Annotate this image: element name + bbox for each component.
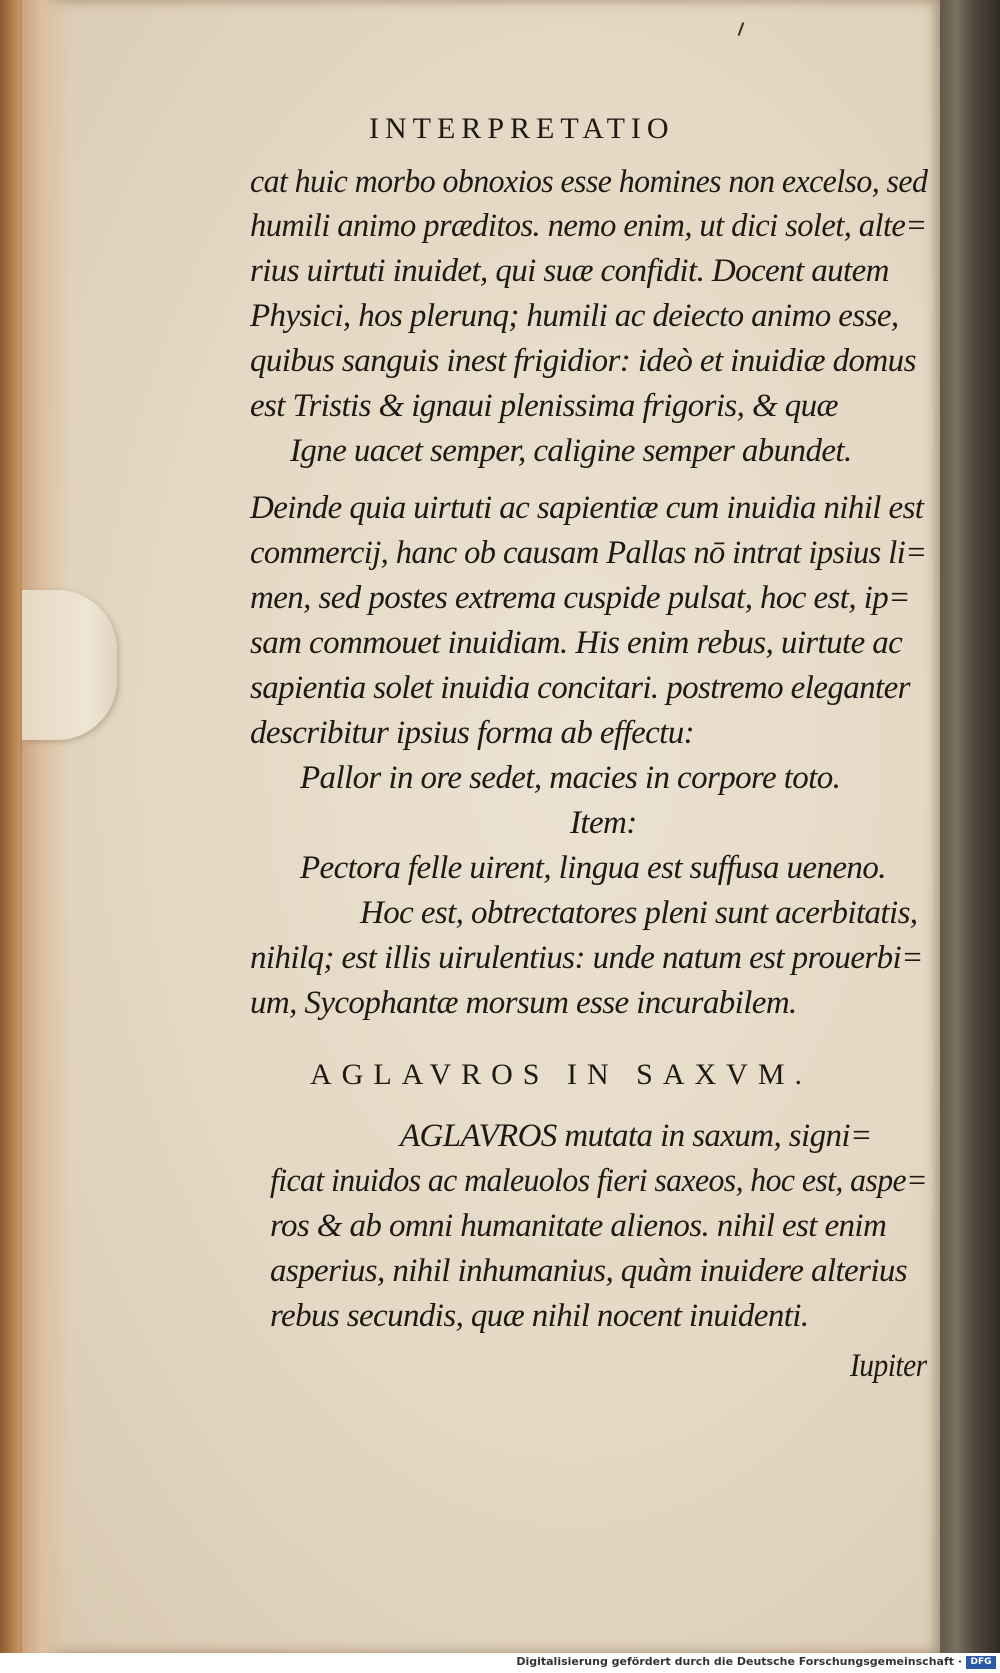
verse-line: Pectora felle uirent, lingua est suffusa ueneno. — [300, 850, 886, 886]
catchword: Iupiter — [850, 1348, 927, 1384]
item-label: Item: — [570, 805, 637, 841]
section-heading: AGLAVROS IN SAXVM. — [310, 1058, 812, 1091]
text-line: humili animo præditos. nemo enim, ut dici solet, alte= — [250, 208, 927, 244]
text-line: est Tristis & ignaui plenissima frigoris, & quæ — [250, 388, 838, 424]
text-line: Physici, hos plerunq; humili ac deiecto animo esse, — [250, 298, 899, 334]
digitization-footer — [0, 1653, 1000, 1673]
page-edge-stain — [22, 0, 70, 1653]
text-line: ficat inuidos ac maleuolos fieri saxeos, hoc est, aspe= — [270, 1163, 927, 1199]
text-line: commercij, hanc ob causam Pallas nō intrat ipsius li= — [250, 535, 927, 571]
book-spine-shadow — [938, 0, 1000, 1653]
verse-line: Pallor in ore sedet, macies in corpore toto. — [300, 760, 841, 796]
verse-line: Igne uacet semper, caligine semper abundet. — [290, 433, 852, 469]
text-line: nihilq; est illis uirulentius: unde natum est prouerbi= — [250, 940, 923, 976]
ink-mark — [738, 22, 745, 36]
funding-credit: Digitalisierung gefördert durch die Deutsche Forschungsgemeinschaft · — [516, 1655, 962, 1668]
text-line: rebus secundis, quæ nihil nocent inuidenti. — [270, 1298, 809, 1334]
dfg-logo: DFG — [966, 1656, 996, 1669]
text-line: ros & ab omni humanitate alienos. nihil est enim — [270, 1208, 887, 1244]
page-tab — [22, 590, 117, 740]
text-line: sam commouet inuidiam. His enim rebus, uirtute ac — [250, 625, 903, 661]
text-line: asperius, nihil inhumanius, quàm inuidere alterius — [270, 1253, 908, 1289]
text-line: um, Sycophantæ morsum esse incurabilem. — [250, 985, 797, 1021]
text-line: Deinde quia uirtuti ac sapientiæ cum inuidia nihil est — [250, 490, 924, 526]
text-line: describitur ipsius forma ab effectu: — [250, 715, 695, 751]
text-line: Hoc est, obtrectatores pleni sunt acerbitatis, — [360, 895, 918, 931]
text-line: quibus sanguis inest frigidior: ideò et inuidiæ domus — [250, 343, 916, 379]
running-head: INTERPRETATIO — [369, 112, 675, 145]
text-line: rius uirtuti inuidet, qui suæ confidit. Docent autem — [250, 253, 889, 289]
text-line: cat huic morbo obnoxios esse homines non excelso, sed — [250, 164, 928, 200]
text-line: AGLAVROS mutata in saxum, signi= — [400, 1118, 872, 1154]
book-page — [22, 0, 940, 1653]
text-line: men, sed postes extrema cuspide pulsat, hoc est, ip= — [250, 580, 910, 616]
text-line: sapientia solet inuidia concitari. postremo eleganter — [250, 670, 910, 706]
